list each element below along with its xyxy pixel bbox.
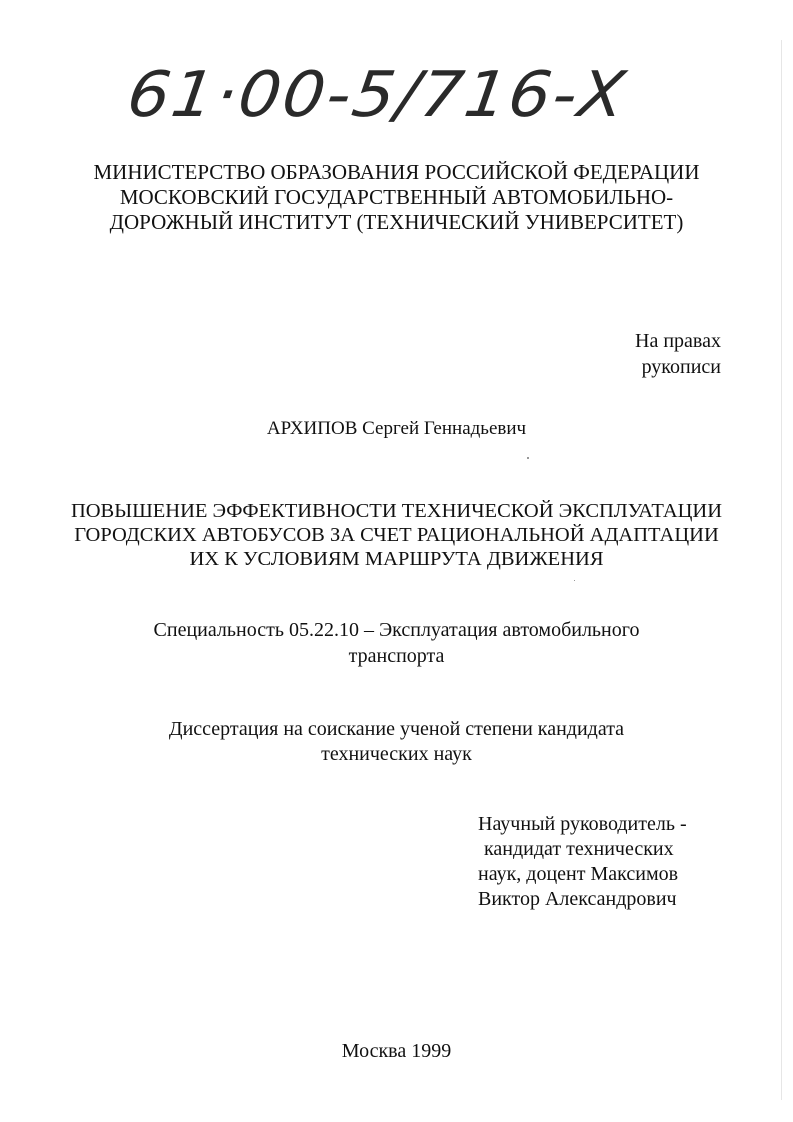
author-name bbox=[0, 418, 793, 440]
supervisor-line-4: Виктор Александрович bbox=[478, 888, 677, 910]
degree-line-2: технических наук bbox=[321, 743, 472, 765]
ministry-line-2: МОСКОВСКИЙ ГОСУДАРСТВЕННЫЙ АВТОМОБИЛЬНО- bbox=[119, 185, 674, 209]
title-line-1: ПОВЫШЕНИЕ ЭФФЕКТИВНОСТИ ТЕХНИЧЕСКОЙ ЭКСПЛУАТАЦИИ bbox=[70, 500, 723, 522]
ministry-line-1: МИНИСТЕРСТВО ОБРАЗОВАНИЯ РОССИЙСКОЙ ФЕДЕРАЦИИ bbox=[93, 160, 700, 184]
supervisor-line-3: наук, доцент Максимов bbox=[478, 863, 679, 885]
scan-speck bbox=[527, 457, 529, 459]
title-line-2: ГОРОДСКИХ АВТОБУСОВ ЗА СЧЕТ РАЦИОНАЛЬНОЙ АДАПТАЦИИ bbox=[74, 524, 719, 546]
degree-line-1: Диссертация на соискание ученой степени кандидата bbox=[168, 718, 625, 740]
rights-line-1: На правах bbox=[635, 330, 721, 352]
title-line-3: ИХ К УСЛОВИЯМ МАРШРУТА ДВИЖЕНИЯ bbox=[189, 548, 604, 570]
manuscript-rights-note bbox=[635, 328, 721, 380]
ministry-line-3: ДОРОЖНЫЙ ИНСТИТУТ (ТЕХНИЧЕСКИЙ УНИВЕРСИТЕТ) bbox=[109, 210, 684, 234]
scientific-supervisor bbox=[478, 812, 687, 912]
speciality-line-2: транспорта bbox=[348, 645, 445, 667]
degree-statement bbox=[0, 717, 793, 767]
city-year: Москва 1999 bbox=[341, 1040, 452, 1062]
supervisor-line-1: Научный руководитель - bbox=[478, 813, 687, 835]
author-surname: АРХИПОВ bbox=[266, 418, 358, 439]
handwritten-catalog-number: 61·00-5/716-Х bbox=[122, 57, 632, 132]
rights-line-2: рукописи bbox=[641, 356, 721, 378]
speciality bbox=[0, 617, 793, 669]
supervisor-line-2: кандидат технических bbox=[484, 838, 674, 860]
author-given-names: Сергей Геннадьевич bbox=[362, 418, 527, 439]
dissertation-title bbox=[0, 499, 793, 571]
scan-speck bbox=[574, 580, 575, 581]
ministry-header bbox=[0, 160, 793, 235]
speciality-line-1: Специальность 05.22.10 – Эксплуатация автомобильного bbox=[153, 619, 640, 641]
